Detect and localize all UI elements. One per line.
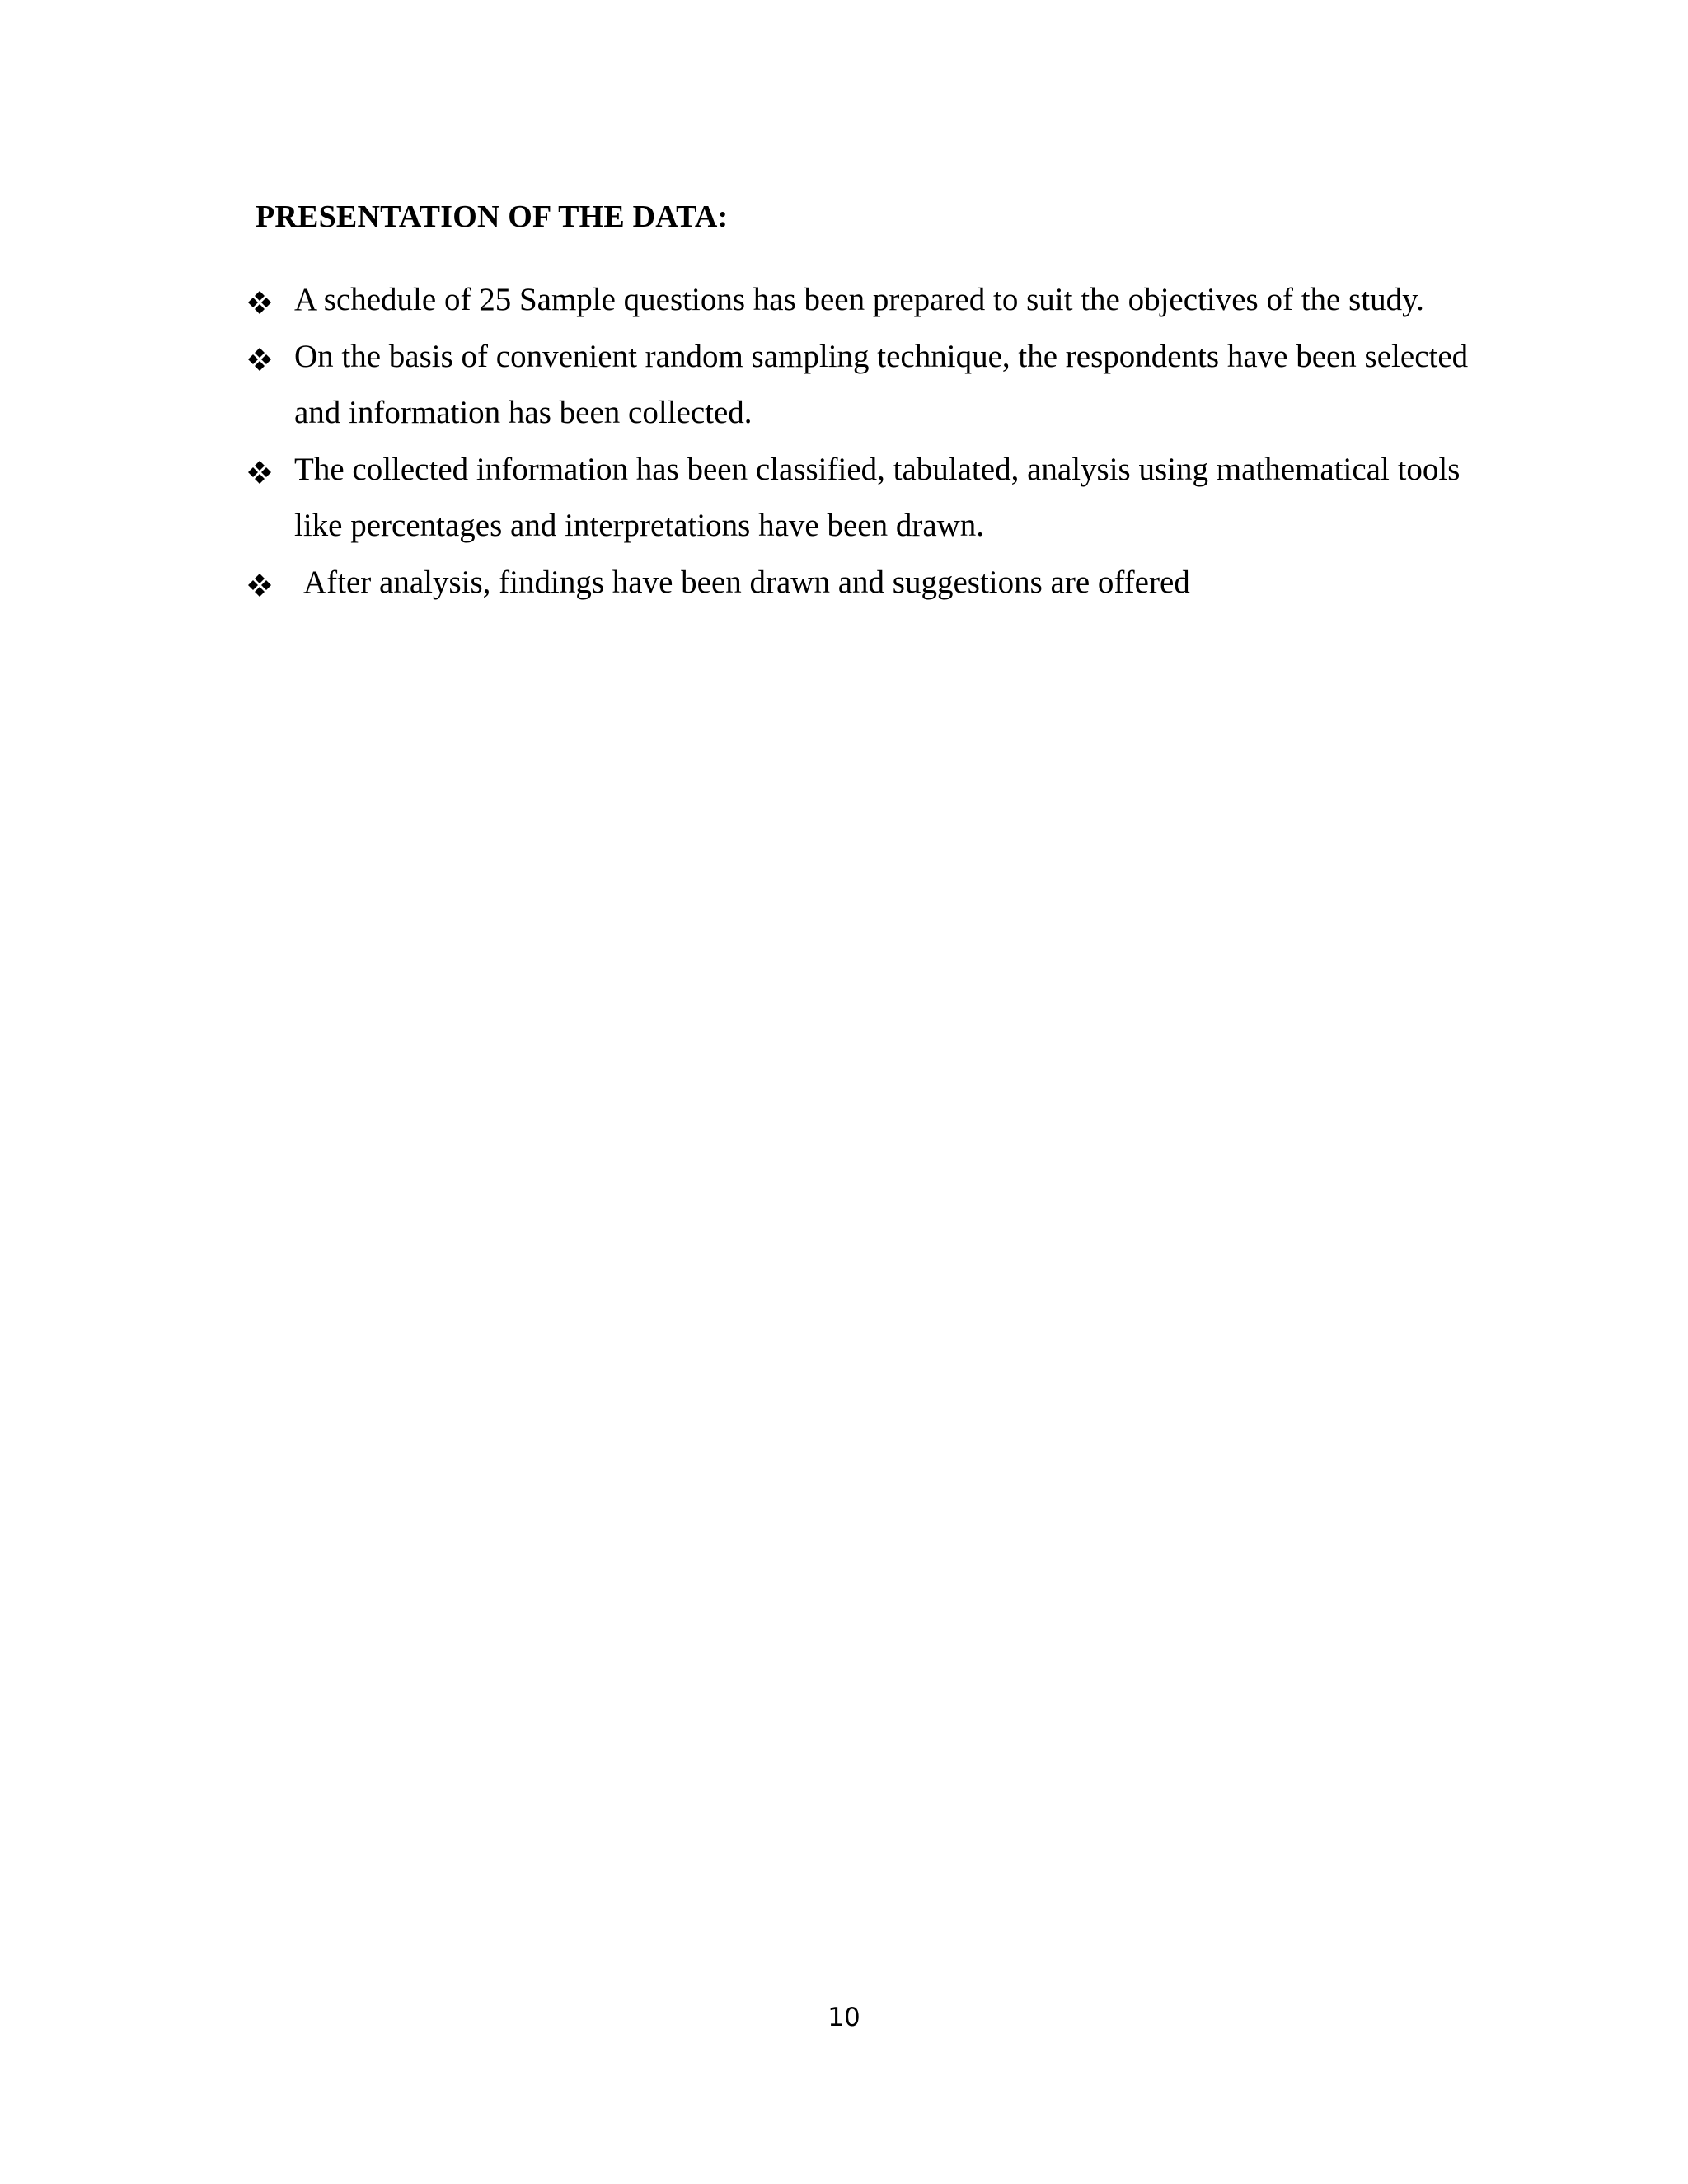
four-diamond-bullet-icon: [247, 573, 272, 598]
bullet-list: [247, 272, 1500, 611]
list-item: [247, 329, 1500, 442]
list-item-text: A schedule of 25 Sample questions has been prepared to suit the objectives of the study.: [294, 282, 1424, 317]
list-item: [247, 555, 1500, 612]
list-item-text: The collected information has been classified, tabulated, analysis using mathematical tools like percentages and interpretations have been drawn.: [294, 451, 1461, 543]
section-heading: PRESENTATION OF THE DATA:: [256, 199, 729, 234]
page-number: 10: [828, 2003, 860, 2032]
four-diamond-bullet-icon: [247, 290, 272, 315]
list-item: [247, 442, 1500, 555]
four-diamond-bullet-icon: [247, 460, 272, 485]
four-diamond-bullet-icon: [247, 347, 272, 372]
list-item-text: On the basis of convenient random sampling technique, the respondents have been selected and information has been collected.: [294, 338, 1469, 430]
list-item-text: After analysis, findings have been drawn and suggestions are offered: [303, 564, 1190, 600]
list-item: [247, 272, 1500, 329]
